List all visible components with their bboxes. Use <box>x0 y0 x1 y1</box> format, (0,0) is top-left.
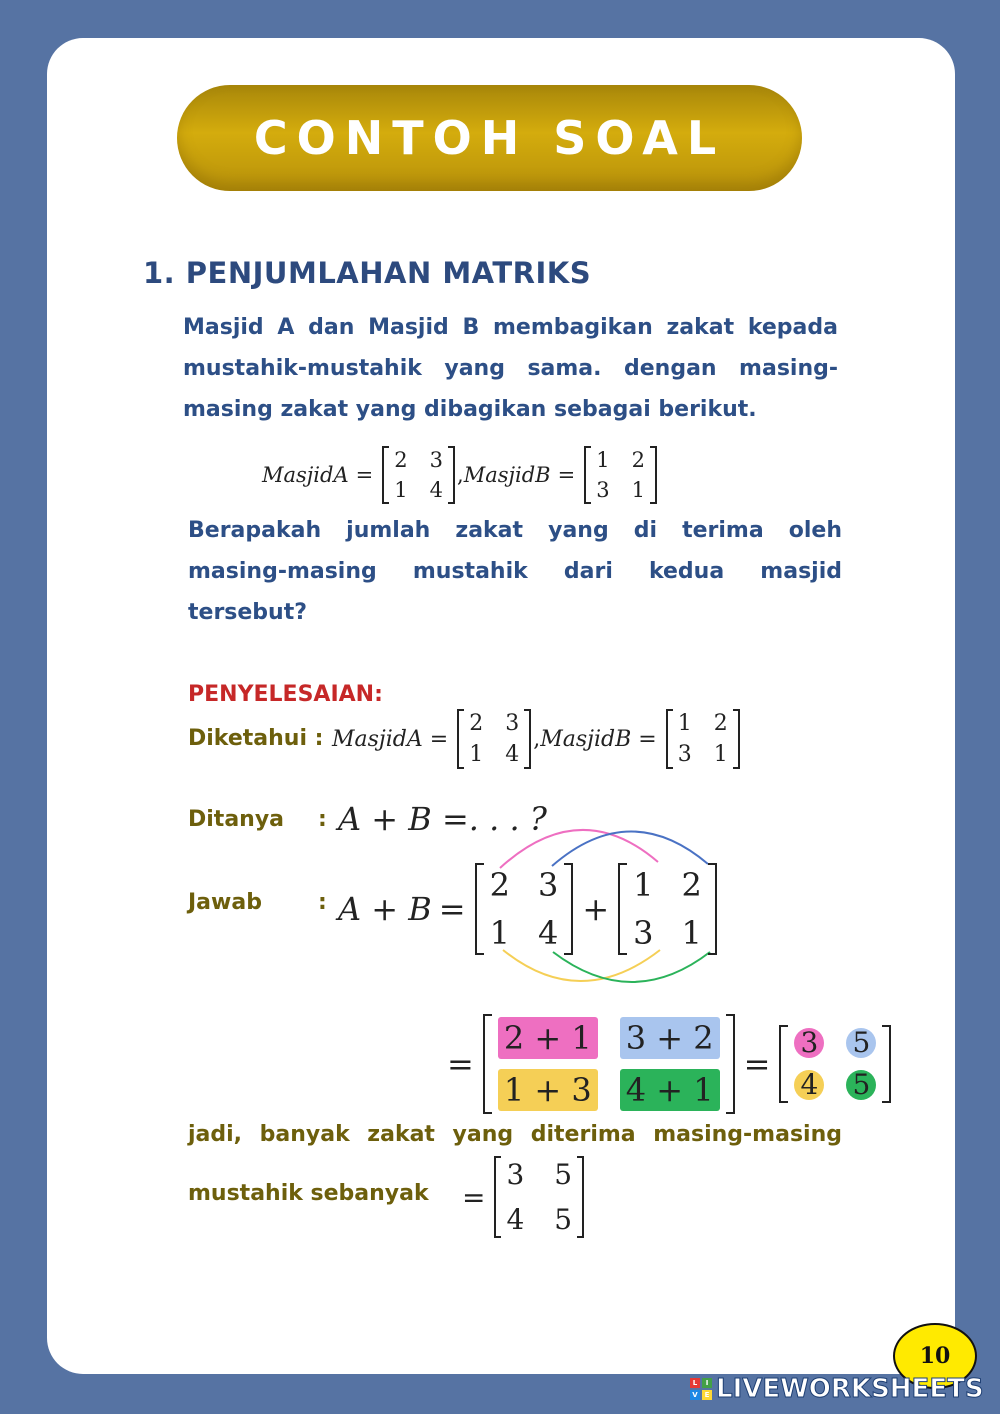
conclusion-line-2: mustahik sebanyak <box>188 1181 429 1206</box>
equals-sign: = <box>438 890 466 928</box>
matrix-cell: 3 <box>537 866 559 904</box>
matrix-cell: 1 <box>394 478 408 502</box>
comma: , <box>457 463 464 487</box>
brand-text: LIVEWORKSHEETS <box>716 1374 984 1404</box>
matrix-cell: 3 <box>506 1158 525 1191</box>
matrix-cell: 3 <box>677 742 692 767</box>
page-number: 10 <box>893 1323 977 1389</box>
matrix-cell: 1 <box>681 914 702 952</box>
matrix-cell: 3 <box>596 478 610 502</box>
equals-sign: = <box>462 1180 486 1214</box>
section-heading: 1. PENJUMLAHAN MATRIKS <box>143 256 592 290</box>
equals-sign: = <box>557 463 576 487</box>
matrix-cell: 4 <box>537 914 559 952</box>
equals-sign: = <box>638 726 657 752</box>
liveworksheets-logo-icon: L I V E <box>690 1378 712 1400</box>
blue-arc <box>552 831 708 866</box>
matrix-cell: 4 <box>429 478 443 502</box>
matrix-cell: 3 <box>505 711 520 736</box>
matrix-cell: 2 <box>713 711 728 736</box>
problem-intro: Masjid A dan Masjid B membagikan zakat kepada mustahik-mustahik yang sama. dengan masing-masing zakat yang dibagikan sebagai berikut. <box>183 315 838 422</box>
matrix-cell: 3 <box>429 448 443 472</box>
result-matrix <box>779 1025 891 1103</box>
diketahui-label: Diketahui : <box>188 726 324 751</box>
solution-title: PENYELESAIAN: <box>188 682 383 707</box>
matrix-cell: 2 <box>394 448 408 472</box>
matrix-cell: 4 <box>505 742 520 767</box>
masjid-a-label: MasjidA <box>332 726 423 752</box>
ditanya-colon: : <box>318 807 327 832</box>
sum-expression <box>440 1014 893 1114</box>
matrix-cell: 4 <box>506 1203 525 1236</box>
result-cell: 5 <box>846 1028 876 1058</box>
result-cell: 3 <box>794 1028 824 1058</box>
matrix-cell: 5 <box>554 1158 573 1191</box>
matrix-cell: 1 <box>677 711 692 736</box>
conclusion-line-1: jadi, banyak zakat yang diterima masing-masing <box>188 1122 842 1147</box>
green-arc <box>553 952 710 982</box>
problem-question: Berapakah jumlah zakat yang di terima oleh masing-masing mustahik dari kedua masjid tersebut? <box>188 518 842 625</box>
masjid-b-label: MasjidB <box>463 463 551 487</box>
equals-sign: = <box>447 1045 474 1083</box>
matrix-cell: 1 <box>596 448 610 472</box>
result-cell: 4 <box>794 1070 824 1100</box>
matrix-cell: 1 <box>489 914 510 952</box>
sum-cell-blue: 3 + 2 <box>620 1017 720 1059</box>
equals-sign: = <box>429 726 449 752</box>
matrix-a-large <box>475 863 574 955</box>
matrix-cell: 1 <box>713 742 728 767</box>
comma: , <box>533 726 541 752</box>
sum-cell-yellow: 1 + 3 <box>498 1069 598 1111</box>
matrix-cell: 5 <box>554 1203 573 1236</box>
matrix-cell: 2 <box>489 866 510 904</box>
plus-sign: + <box>582 890 610 928</box>
masjid-b-label: MasjidB <box>540 726 632 752</box>
lhs-expr: A + B <box>338 890 432 928</box>
masjid-a-label: MasjidA <box>262 463 349 487</box>
liveworksheets-brand[interactable] <box>690 1374 984 1404</box>
jawab-colon: : <box>318 890 327 915</box>
sum-cell-green: 4 + 1 <box>620 1069 720 1111</box>
matrix-cell: 1 <box>469 742 484 767</box>
matrix-b-large <box>618 863 717 955</box>
sum-matrix <box>483 1014 735 1114</box>
sum-cell-pink: 2 + 1 <box>498 1017 598 1059</box>
ditanya-expr-text: A + B =. . . ? <box>338 800 547 838</box>
ditanya-label: Ditanya <box>188 807 285 832</box>
equals-sign: = <box>355 463 374 487</box>
matrix-cell: 2 <box>631 448 645 472</box>
jawab-label: Jawab <box>188 890 262 915</box>
result-cell: 5 <box>846 1070 876 1100</box>
jawab-expression <box>338 863 719 955</box>
equals-sign: = <box>743 1045 771 1083</box>
matrix-cell: 3 <box>633 914 654 952</box>
final-matrix <box>494 1156 584 1238</box>
matrix-cell: 2 <box>469 711 484 736</box>
banner-title: CONTOH SOAL <box>253 111 726 165</box>
matrix-cell: 2 <box>681 866 702 904</box>
matrix-cell: 1 <box>633 866 654 904</box>
final-answer <box>455 1156 586 1238</box>
matrix-cell: 1 <box>631 478 645 502</box>
